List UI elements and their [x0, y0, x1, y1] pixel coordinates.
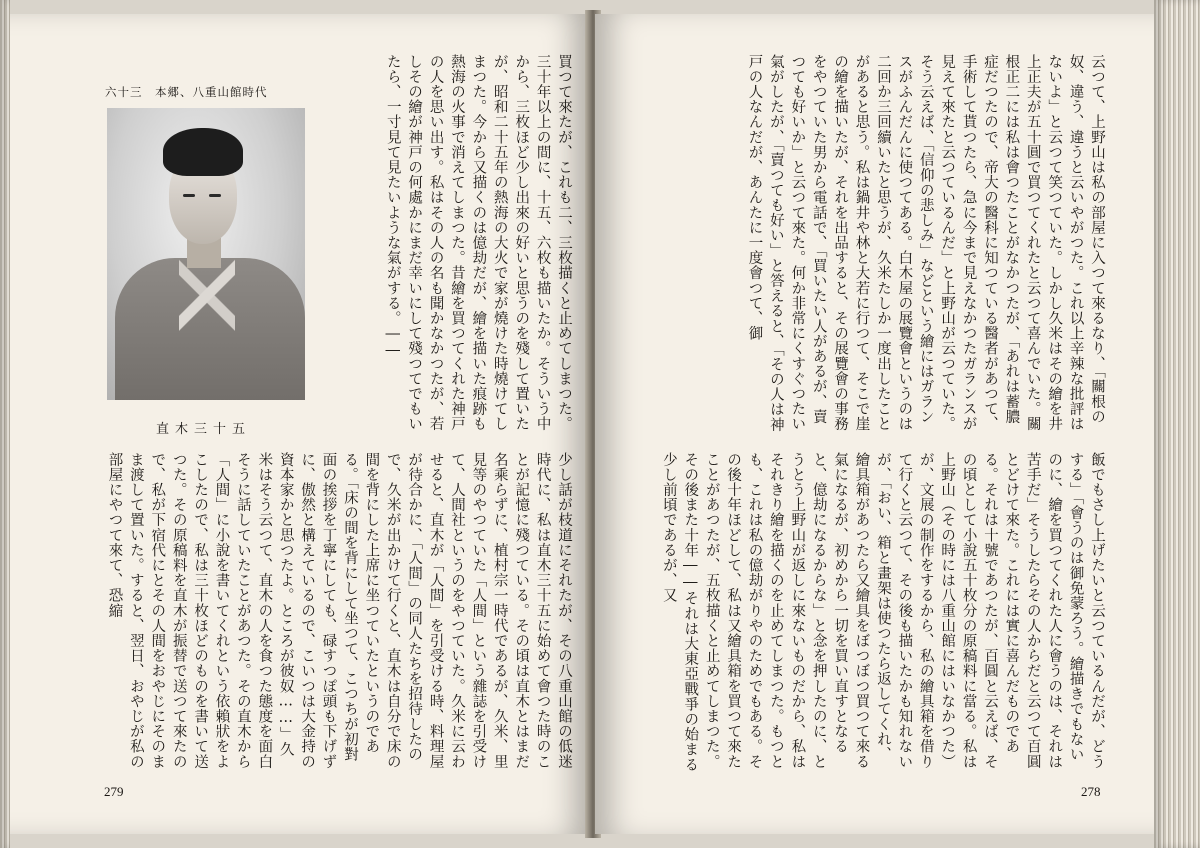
page-number-right: 278 — [1081, 784, 1101, 799]
hair-shape — [163, 128, 243, 176]
right-page — [595, 14, 1155, 834]
left-bottom-text: 少し話が枝道にそれたが、その八重山館の低迷時代に、私は直木三十五に始めて會つた時のことが記憶に殘つている。その頃は直木とはまだ名乘らずに、植村宗一時代であるが、久米、里見等のやつていた「人間」という雜誌を引受けて、人間社というのをやつていた。久米に云わせると、直木が「人間」を引受ける時、料理屋が待合かに、「人間」の同人たちを招待したので、久米が出かけて行くと、直木は自分で床の間を背にした上席に坐つていたというのである。「床の間を背にして坐つて、こつちが初對面の挨拶を丁寧にしても、碌すつぽ頭も下げずに、傲然と構えているので、こいつは大金持の資本家かと思つたよ。ところが彼奴……」久米はそう云つて、直木の人を食つた態度を面白そうに話していたことがあつた。その直木から「人間」に小說を書いてくれという依賴狀をよこしたので、私は三十枚ほどのものを書いて送つた。その原稿料を直木が振替で送つて來たので、私が下宿代にとその人間をおやじにそのまま渡して置いた。すると、翌日、おやじが私の部屋にやつて來て、恐縮 — [106, 452, 572, 770]
left-top-text: 買つて來たが、これも二、三枚描くと止めてしまつた。三十年以上の間に、十五、六枚も描いたか。そういう中から、三枚ほど少し出來の好いと思うのを殘して置いたが、昭和二十五年の熱海の大火で家が燒けた時燒けてしまつた。今から又描くのは億劫だが、繪を描いた痕跡も熱海の火事で消えてしまつた。昔繪を買つてくれた神戸の人を思い出す。私はその人の名も聞かなかつたが、若しその繪が神戸の何處かにまだ幸いにして殘つてでもいたら、一寸見て見たいような氣がする。―― — [384, 54, 572, 432]
page-number-left: 279 — [104, 784, 124, 799]
book-edge-left — [0, 0, 10, 848]
eye-left — [183, 194, 195, 197]
right-bottom-text: 飯でもさし上げたいと云つているんだが、どうする」「會うのは御免蒙ろう。繪描きでもないのに、繪を買つてくれた人に會うのは、それは苦手だ」そうしたらその人からだと云つて百圓とどけて來た。これには實に喜んだものである。それは十號であつたが、百圓と云えば、その頃として小說五十枚分の原稿料に當る。私は上野山（その時には八重山館にはいなかつた）が、文展の制作をするから、私の繪具箱を借りて行くと云つて、その後も描いたかも知れないが、「おい、箱と畫架は使つたら返してくれ、繪具箱があつたら又繪具をぼつぼつ買つて來る氣になるが、初めから一切を買い直すとなると、億劫になるからな」と念を押したのに、とうとう上野山が返しに來ないものだから、私はそれきり繪を描くのを止めてしまつた。もつとも、これは私の億劫がりやのためでもある。その後十年ほどして、私は又繪具箱を買つて來たことがあつたが、五枚描くと止めてしまつた。その後また十年――それは大東亞戰爭の始まる少し前頃であるが、又 — [660, 452, 1105, 773]
portrait-photo — [107, 108, 305, 400]
left-page — [10, 14, 590, 834]
photo-caption: 直木三十五 — [156, 422, 252, 437]
running-head: 六十三 本郷、八重山館時代 — [105, 85, 268, 99]
book-edge-right — [1154, 0, 1200, 848]
eye-right — [209, 194, 221, 197]
right-top-text: 云つて、上野山は私の部屋に入つて來るなり、「關根の奴、違う、違うと云いやがつた。これ以上辛辣な批評はないよ」と云つて笑つていた。しかし久米はその繪を井上正夫が五十圓で買つてくれたと云つて喜んでいた。關根正二には私は會つたことがなかつたが、「あれは蓄膿症だつたので、帝大の醫科に知つている醫者があつて、手術して貰つたら、急に今まで見えなかつたガランスが見えて來たと云つているんだ」と上野山が云つていた。そう云えば、「信仰の悲しみ」などという繪にはガランスがふんだんに使つてある。白木屋の展覽會というのは二回か三回續いたと思うが、久米たしか一度出したことがあると思う。私は鍋井や林と大若に行つて、そこで崖の繪を描いたが、それを出品すると、その展覽會の事務をやつていた男から電話で、「買いたい人があるが、賣つても好いか」と云つて來た。何か非常にくすぐつたい氣がしたが、「賣つても好い」と答えると、「その人は神戸の人なんだが、あんたに一度會つて、御 — [746, 54, 1105, 433]
